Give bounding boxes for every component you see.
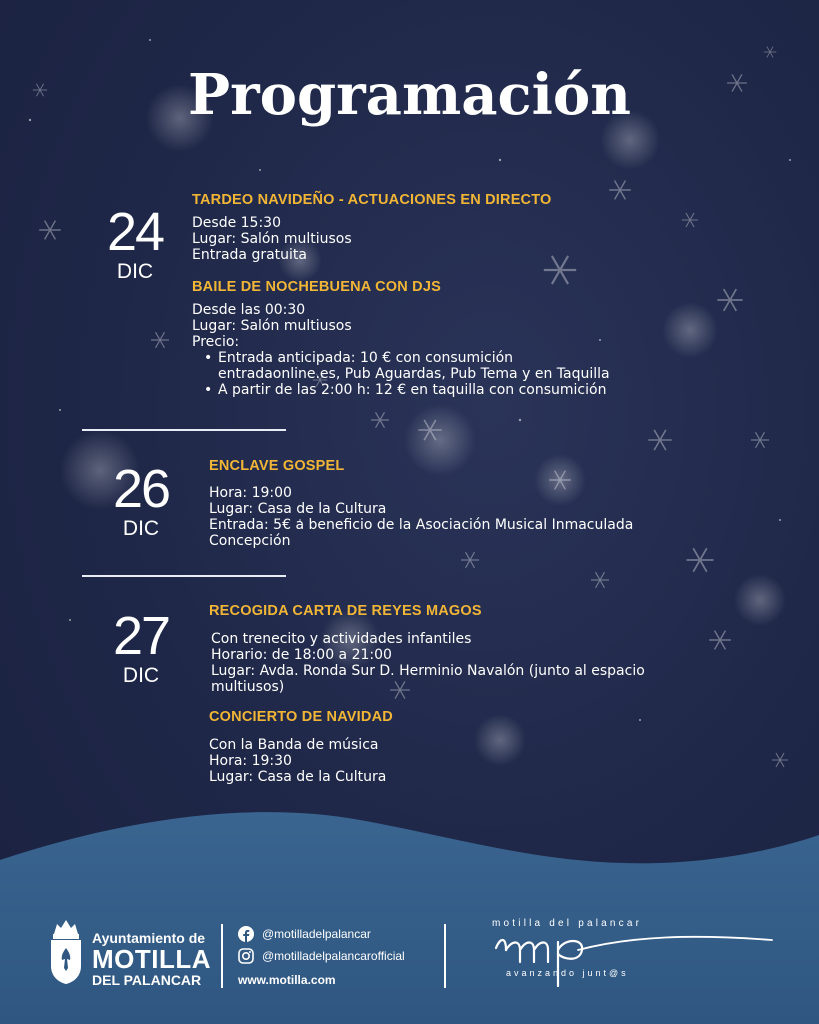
date-month: DIC [116, 260, 154, 283]
date-block-24 [100, 204, 170, 284]
date-block-27 [105, 608, 177, 688]
event-details [209, 737, 386, 785]
price-item: • A partir de las 2:00 h: 12 € en taquilla con consumición [218, 382, 610, 398]
event-line: Lugar: Casa de la Cultura [209, 769, 387, 785]
event-line: Precio: [192, 334, 240, 350]
event-title: ENCLAVE GOSPEL [209, 458, 345, 474]
facebook-handle: @motilladelpalancar [262, 927, 371, 941]
event-title: TARDEO NAVIDEÑO - ACTUACIONES EN DIRECTO [192, 192, 552, 208]
footer-wave [0, 812, 819, 1024]
org-name-line1: Ayuntamiento de [92, 930, 206, 946]
brand-tagline-bottom: avanzando junt@s [506, 968, 629, 978]
event-line: Desde las 00:30 [192, 302, 306, 318]
org-name-line3: DEL PALANCAR [92, 972, 202, 988]
date-month: DIC [122, 517, 160, 540]
instagram-icon [238, 948, 254, 964]
event-line: Con la Banda de música [209, 737, 379, 753]
event-line: Entrada gratuita [192, 247, 308, 263]
event-line: Lugar: Avda. Ronda Sur D. Herminio Navalón (junto al espacio [211, 663, 645, 679]
facebook-link[interactable] [238, 926, 371, 942]
event-details [209, 485, 633, 549]
price-list [192, 350, 610, 398]
website-link[interactable]: www.motilla.com [238, 973, 336, 987]
page-title: Programación [188, 62, 631, 128]
footer-separator [221, 924, 223, 988]
date-day: 26 [112, 459, 170, 519]
event-title: RECOGIDA CARTA DE REYES MAGOS [209, 603, 482, 619]
instagram-handle: @motilladelpalancarofficial [262, 949, 405, 963]
event-details [192, 302, 610, 398]
date-day: 24 [106, 202, 164, 262]
event-line: Desde 15:30 [192, 215, 281, 231]
event-title: CONCIERTO DE NAVIDAD [209, 709, 393, 725]
date-block-26 [105, 461, 177, 541]
brand-logo [492, 928, 782, 988]
event-line: Con trenecito y actividades infantiles [211, 631, 472, 647]
event-details [192, 215, 352, 263]
instagram-link[interactable] [238, 948, 405, 964]
event-line: Concepción [209, 533, 291, 549]
event-line: Lugar: Salón multiusos [192, 231, 352, 247]
org-name-line2: MOTILLA [92, 944, 212, 974]
event-line: Entrada: 5€ a beneficio de la Asociación Musical Inmaculada [209, 517, 634, 533]
event-line: multiusos) [211, 679, 285, 695]
date-day: 27 [112, 606, 170, 666]
crest-icon [48, 916, 84, 986]
brand-tagline-top: motilla del palancar [492, 918, 643, 929]
footer-separator [444, 924, 446, 988]
event-line: Lugar: Salón multiusos [192, 318, 352, 334]
facebook-icon [238, 926, 254, 942]
price-item-continuation: entradaonline.es, Pub Aguardas, Pub Tema y en Taquilla [218, 366, 610, 382]
date-month: DIC [122, 664, 160, 687]
section-divider [82, 429, 286, 431]
event-details [211, 631, 645, 695]
section-divider [82, 575, 286, 577]
event-line: Hora: 19:00 [209, 485, 292, 501]
price-item: • Entrada anticipada: 10 € con consumición entradaonline.es, Pub Aguardas, Pub Tema y en Taquilla [218, 350, 610, 382]
event-title: BAILE DE NOCHEBUENA CON DJS [192, 279, 441, 295]
event-line: Hora: 19:30 [209, 753, 292, 769]
event-line: Lugar: Casa de la Cultura [209, 501, 387, 517]
event-line: Horario: de 18:00 a 21:00 [211, 647, 392, 663]
